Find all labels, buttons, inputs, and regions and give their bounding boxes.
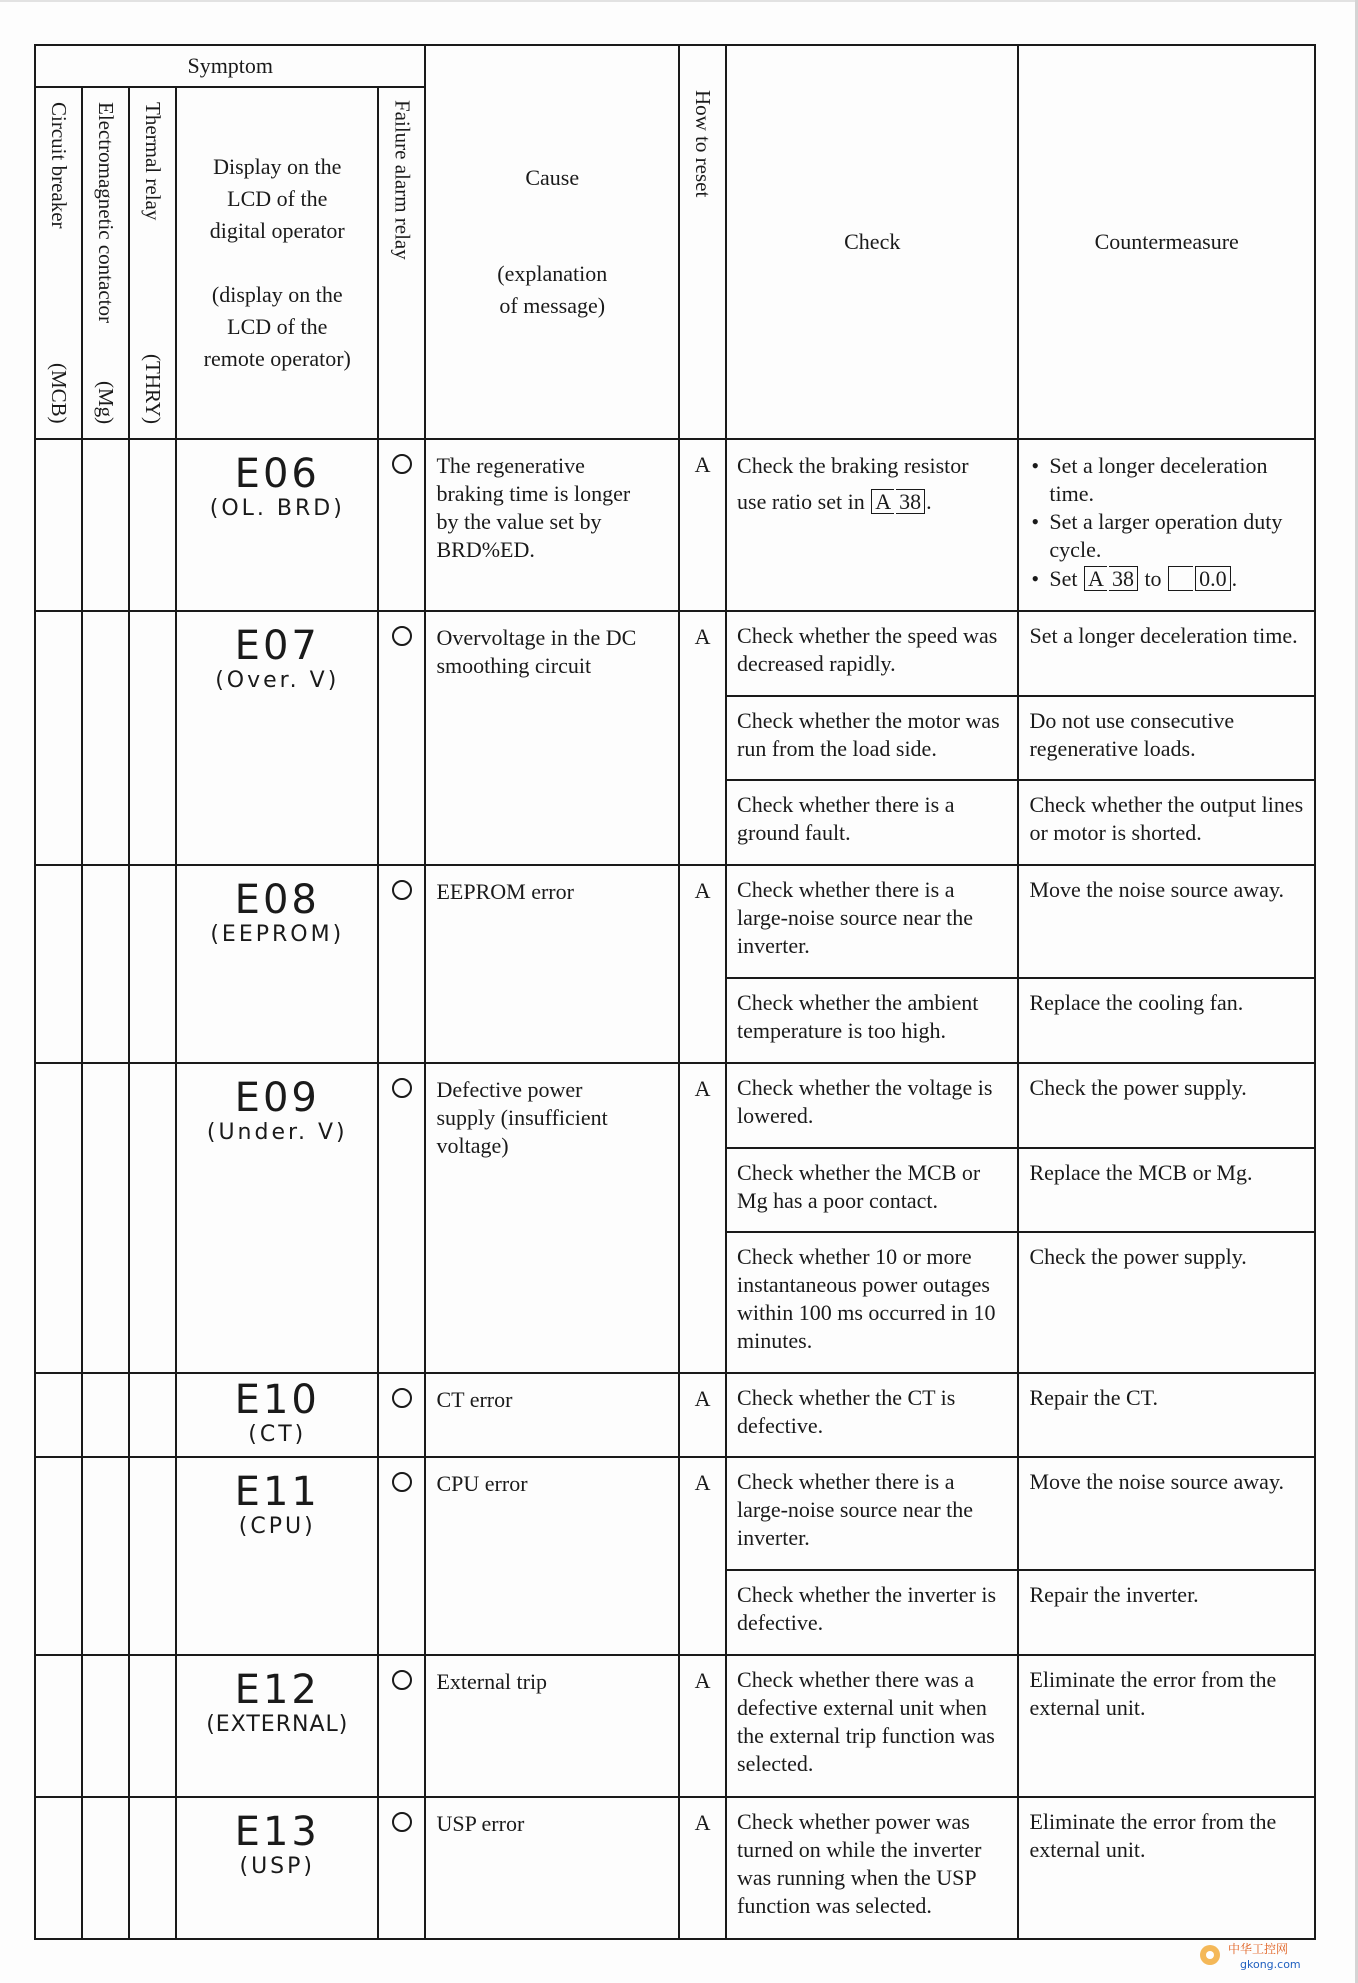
header-row-1	[35, 45, 1315, 87]
check-row	[727, 978, 1314, 1062]
countermeasure-cell	[1018, 439, 1315, 611]
error-message: (EXTERNAL)	[206, 1712, 349, 1737]
display-code-cell	[176, 611, 378, 865]
thry-header	[129, 87, 176, 439]
cause-header	[425, 45, 679, 439]
cause-line: smoothing circuit	[436, 653, 592, 679]
alarm-circle-icon	[392, 626, 412, 646]
countermeasure-cell: Repair the CT.	[1029, 1385, 1158, 1410]
check-group	[726, 1063, 1315, 1373]
thry-cell	[129, 1797, 176, 1939]
check-text: use ratio set in	[737, 489, 865, 515]
table-row	[35, 1063, 1315, 1373]
check-cell: Check whether the MCB or Mg has a poor contact.	[727, 1148, 1018, 1232]
thry-abbr: (THRY)	[141, 354, 166, 424]
cause-header-line: Cause	[525, 165, 580, 191]
error-message: (CT)	[248, 1422, 307, 1447]
check-row	[727, 1148, 1314, 1232]
alarm-cell	[378, 1457, 425, 1655]
thry-cell	[129, 1457, 176, 1655]
page-top-edge	[0, 0, 1358, 2]
table-row	[35, 439, 1315, 611]
cause-cell: USP error	[425, 1797, 679, 1939]
thry-cell	[129, 1655, 176, 1797]
reset-cell: A	[679, 1063, 726, 1373]
table-row	[35, 1457, 1315, 1655]
watermark-url: gkong.com	[1240, 1958, 1301, 1971]
check-subtable	[727, 1374, 1314, 1456]
alarm-cell	[378, 1063, 425, 1373]
thry-cell	[129, 439, 176, 611]
list-item: • Set A 38 to 0.0 .	[1049, 565, 1304, 593]
display-header-line: LCD of the	[227, 186, 328, 212]
check-row	[727, 696, 1314, 780]
reset-cell: A	[679, 439, 726, 611]
mg-cell	[82, 1457, 129, 1655]
failure-alarm-relay-header	[378, 87, 425, 439]
cause-cell	[425, 611, 679, 865]
set-label: Set	[1049, 565, 1078, 591]
check-header: Check	[726, 45, 1018, 439]
alarm-cell	[378, 1373, 425, 1457]
mcb-cell	[35, 1797, 82, 1939]
check-cell: Check whether there is a large-noise source near the inverter.	[727, 866, 1018, 978]
reset-cell: A	[679, 611, 726, 865]
countermeasure-cell: Replace the MCB or Mg.	[1018, 1148, 1314, 1232]
cause-header-line: of message)	[499, 292, 606, 318]
mg-cell	[82, 1655, 129, 1797]
display-code-cell	[176, 1457, 378, 1655]
error-code: E10	[234, 1377, 320, 1423]
reset-cell: A	[679, 1797, 726, 1939]
site-watermark	[1194, 1935, 1324, 1975]
set-to-label: to	[1144, 565, 1162, 591]
error-code: E09	[234, 1075, 320, 1121]
error-message: (Over. V)	[215, 668, 340, 693]
display-header-line: (display on the	[211, 281, 343, 307]
countermeasure-cell: Eliminate the error from the external unit.	[1029, 1667, 1277, 1721]
check-cell: Check whether there is a large-noise source near the inverter.	[727, 1458, 1018, 1570]
mg-cell	[82, 611, 129, 865]
check-text: .	[926, 489, 932, 515]
cause-line: braking time is longer	[436, 481, 631, 507]
table-row	[35, 1373, 1315, 1457]
mcb-cell	[35, 439, 82, 611]
check-cell: Check whether the voltage is lowered.	[727, 1064, 1018, 1148]
error-message: (USP)	[239, 1854, 315, 1879]
mg-cell	[82, 1063, 129, 1373]
alarm-cell	[378, 1655, 425, 1797]
display-header	[176, 87, 378, 439]
error-code: E08	[234, 877, 320, 923]
countermeasure-cell: Repair the inverter.	[1018, 1570, 1314, 1654]
mcb-header	[35, 87, 82, 439]
check-row	[727, 612, 1314, 696]
countermeasure-cell: Move the noise source away.	[1029, 877, 1285, 902]
check-subtable	[727, 1458, 1314, 1654]
cause-cell	[425, 439, 679, 611]
mcb-cell	[35, 1457, 82, 1655]
countermeasure-cell: Check the power supply.	[1018, 1232, 1314, 1372]
error-code: E06	[234, 451, 320, 497]
list-item: • Set a longer deceleration time.	[1049, 452, 1304, 508]
display-header-line: LCD of the	[227, 313, 328, 339]
thry-cell	[129, 1063, 176, 1373]
check-cell: Check whether power was turned on while the inverter was running when the USP function was selected.	[727, 1798, 1018, 1938]
display-code-cell	[176, 865, 378, 1063]
param-box: 38	[896, 489, 925, 514]
display-header-line: Display on the	[213, 154, 342, 180]
cause-header-line: (explanation	[497, 260, 608, 286]
error-message: (Under. V)	[206, 1120, 348, 1145]
mcb-abbr: (MCB)	[47, 363, 71, 424]
thry-cell	[129, 611, 176, 865]
check-group	[726, 865, 1315, 1063]
check-cell: Check whether there is a ground fault.	[727, 780, 1018, 864]
check-cell: Check whether 10 or more instantaneous power outages within 100 ms occurred in 10 minutes.	[727, 1232, 1018, 1372]
check-cell: Check whether there was a defective external unit when the external trip function was selected.	[727, 1656, 1018, 1796]
alarm-circle-icon	[392, 1670, 412, 1690]
symptom-header: Symptom	[35, 45, 425, 87]
display-code-cell	[176, 1655, 378, 1797]
check-row	[727, 1232, 1314, 1372]
alarm-circle-icon	[392, 1388, 412, 1408]
param-box: A	[871, 489, 894, 514]
check-cell: Check whether the ambient temperature is too high.	[727, 978, 1018, 1062]
failure-alarm-relay-label: Failure alarm relay	[390, 100, 415, 260]
mg-label: Electromagnetic contactor	[94, 102, 119, 323]
check-subtable	[727, 1064, 1314, 1372]
countermeasure-cell: Set a longer deceleration time.	[1029, 623, 1298, 648]
display-header-line: remote operator)	[203, 345, 351, 371]
countermeasure-cell: Check the power supply.	[1029, 1075, 1247, 1100]
countermeasure-cell: Eliminate the error from the external unit.	[1029, 1809, 1277, 1863]
mcb-cell	[35, 611, 82, 865]
check-cell: Check whether the CT is defective.	[727, 1374, 1018, 1456]
check-group	[726, 1797, 1315, 1939]
check-row	[727, 780, 1314, 864]
check-row	[727, 1458, 1314, 1570]
list-item: • Set a larger operation duty cycle.	[1049, 508, 1304, 564]
alarm-cell	[378, 611, 425, 865]
check-group	[726, 1373, 1315, 1457]
fault-table	[34, 44, 1316, 1940]
cause-line: Defective power	[436, 1077, 583, 1102]
cause-cell: CT error	[425, 1373, 679, 1457]
check-subtable	[727, 612, 1314, 864]
countermeasure-header: Countermeasure	[1018, 45, 1315, 439]
cause-line: by the value set by	[436, 509, 602, 535]
alarm-cell	[378, 865, 425, 1063]
cause-line: BRD%ED.	[436, 537, 535, 563]
table-row	[35, 1655, 1315, 1797]
table-row	[35, 1797, 1315, 1939]
countermeasure-cell: Replace the cooling fan.	[1018, 978, 1314, 1062]
display-header-line: digital operator	[209, 218, 345, 244]
alarm-circle-icon	[392, 1812, 412, 1832]
check-cell	[726, 439, 1018, 611]
cause-line: voltage)	[436, 1133, 509, 1159]
param-box: A	[1084, 566, 1107, 591]
check-subtable	[727, 866, 1314, 1062]
alarm-cell	[378, 439, 425, 611]
table-row	[35, 865, 1315, 1063]
check-row	[727, 1064, 1314, 1148]
how-to-reset-header	[679, 45, 726, 439]
check-cell: Check whether the speed was decreased rapidly.	[727, 612, 1018, 696]
error-message: (EEPROM)	[210, 922, 345, 947]
check-subtable	[727, 1798, 1314, 1938]
thry-cell	[129, 1373, 176, 1457]
table-row	[35, 611, 1315, 865]
display-code-cell	[176, 439, 378, 611]
gear-logo-icon	[1194, 1935, 1324, 1975]
countermeasure-cell: Check whether the output lines or motor is shorted.	[1018, 780, 1314, 864]
reset-cell: A	[679, 1373, 726, 1457]
watermark-text: 中华工控网	[1228, 1942, 1289, 1956]
check-group	[726, 611, 1315, 865]
cause-cell: External trip	[425, 1655, 679, 1797]
error-code: E13	[234, 1809, 320, 1855]
mg-abbr: (Mg)	[94, 380, 119, 424]
how-to-reset-label: How to reset	[691, 90, 716, 198]
check-cell: Check whether the inverter is defective.	[727, 1570, 1018, 1654]
cause-cell: CPU error	[425, 1457, 679, 1655]
reset-cell: A	[679, 865, 726, 1063]
thry-label: Thermal relay	[141, 102, 166, 221]
error-message: (OL. BRD)	[209, 496, 345, 521]
error-code: E11	[234, 1469, 320, 1515]
check-row	[727, 866, 1314, 978]
alarm-circle-icon	[392, 1472, 412, 1492]
check-cell: Check whether the motor was run from the load side.	[727, 696, 1018, 780]
value-box: 0.0	[1195, 566, 1231, 591]
alarm-circle-icon	[392, 1078, 412, 1098]
mg-cell	[82, 439, 129, 611]
cause-line: supply (insufficient	[436, 1105, 608, 1131]
error-code: E07	[234, 623, 320, 669]
error-code: E12	[234, 1667, 320, 1713]
check-row	[727, 1374, 1314, 1456]
alarm-circle-icon	[392, 880, 412, 900]
countermeasure-cell: Do not use consecutive regenerative loads.	[1018, 696, 1314, 780]
display-code-cell	[176, 1797, 378, 1939]
mcb-cell	[35, 865, 82, 1063]
mcb-cell	[35, 1063, 82, 1373]
cause-cell	[425, 1063, 679, 1373]
mg-header	[82, 87, 129, 439]
check-row	[727, 1570, 1314, 1654]
error-message: (CPU)	[238, 1514, 316, 1539]
alarm-circle-icon	[392, 454, 412, 474]
reset-cell: A	[679, 1457, 726, 1655]
mg-cell	[82, 1373, 129, 1457]
mcb-cell	[35, 1373, 82, 1457]
cause-line: Overvoltage in the DC	[436, 625, 637, 650]
check-row	[727, 1798, 1314, 1938]
mcb-label: Circuit breaker	[47, 102, 71, 229]
thry-cell	[129, 865, 176, 1063]
display-code-cell	[176, 1063, 378, 1373]
mg-cell	[82, 865, 129, 1063]
countermeasure-list	[1029, 452, 1304, 593]
cause-line: The regenerative	[436, 453, 585, 478]
check-group	[726, 1457, 1315, 1655]
check-group	[726, 1655, 1315, 1797]
param-box: 38	[1109, 566, 1138, 591]
reset-cell: A	[679, 1655, 726, 1797]
countermeasure-cell: Move the noise source away.	[1029, 1469, 1285, 1494]
check-row	[727, 1656, 1314, 1796]
check-text: Check the braking resistor	[737, 453, 969, 478]
display-code-cell	[176, 1373, 378, 1457]
alarm-cell	[378, 1797, 425, 1939]
check-subtable	[727, 1656, 1314, 1796]
cause-cell: EEPROM error	[425, 865, 679, 1063]
mg-cell	[82, 1797, 129, 1939]
mcb-cell	[35, 1655, 82, 1797]
